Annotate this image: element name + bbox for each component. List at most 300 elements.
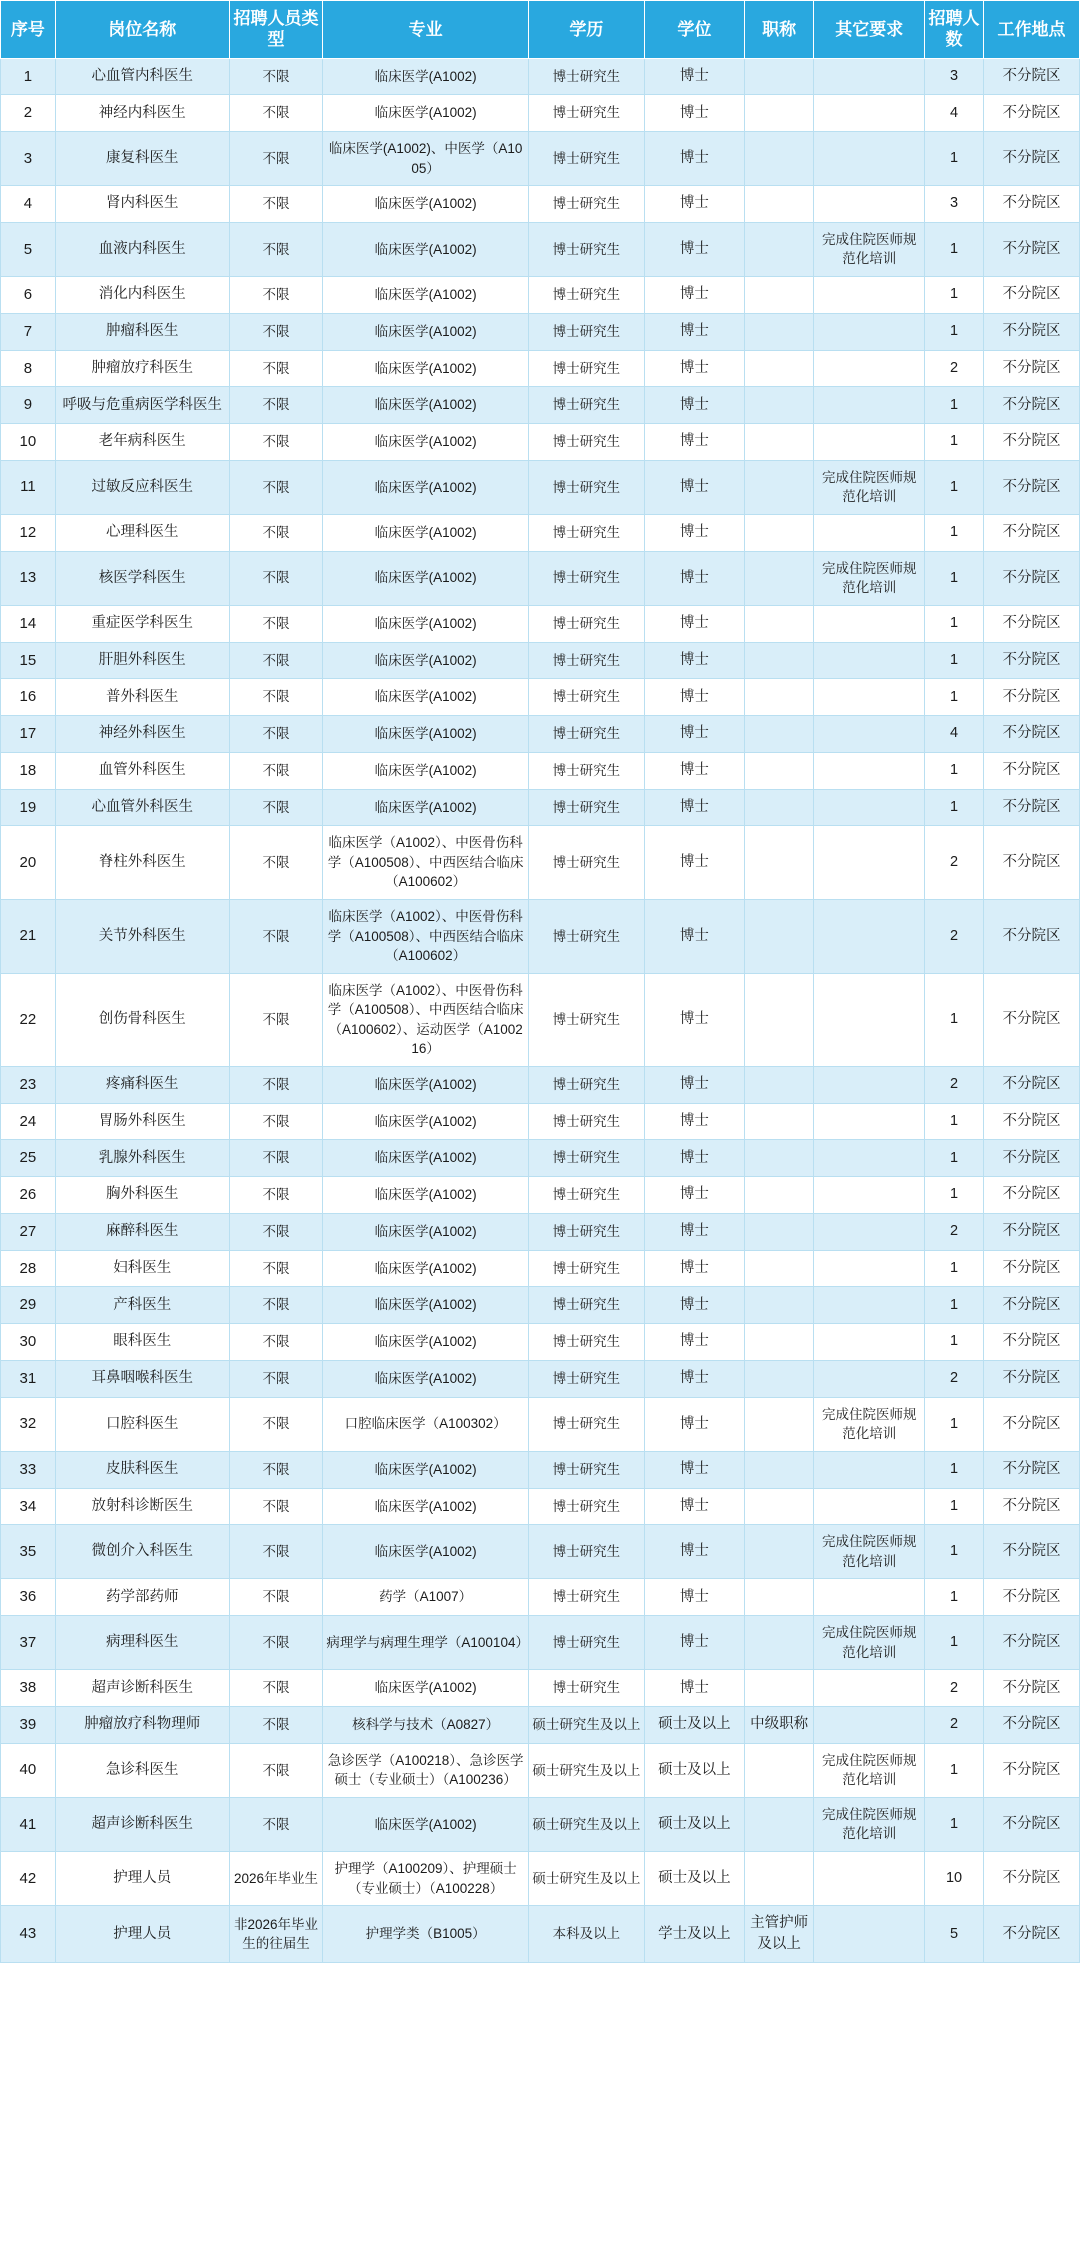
cell-position-name: 乳腺外科医生 — [55, 1140, 229, 1177]
table-row — [1, 679, 1080, 716]
cell-headcount: 4 — [925, 95, 984, 132]
cell-index: 15 — [1, 642, 56, 679]
cell-position-name: 过敏反应科医生 — [55, 460, 229, 514]
cell-headcount: 1 — [925, 1451, 984, 1488]
cell-education: 博士研究生 — [528, 605, 644, 642]
cell-education: 博士研究生 — [528, 1140, 644, 1177]
cell-staff-type: 不限 — [229, 826, 323, 900]
cell-major: 临床医学(A1002) — [323, 460, 528, 514]
cell-major: 核科学与技术（A0827） — [323, 1707, 528, 1744]
cell-degree: 学士及以上 — [644, 1906, 744, 1963]
cell-position-name: 消化内科医生 — [55, 277, 229, 314]
cell-degree: 博士 — [644, 95, 744, 132]
cell-other-requirements: 完成住院医师规范化培训 — [814, 460, 925, 514]
table-row — [1, 1707, 1080, 1744]
cell-education: 博士研究生 — [528, 716, 644, 753]
cell-education: 博士研究生 — [528, 1397, 644, 1451]
cell-work-location: 不分院区 — [984, 789, 1080, 826]
cell-work-location: 不分院区 — [984, 1488, 1080, 1525]
cell-education: 博士研究生 — [528, 826, 644, 900]
cell-education: 博士研究生 — [528, 789, 644, 826]
cell-headcount: 1 — [925, 1397, 984, 1451]
cell-staff-type: 不限 — [229, 605, 323, 642]
column-header-staff-type: 招聘人员类型 — [229, 1, 323, 59]
cell-headcount: 1 — [925, 789, 984, 826]
table-row — [1, 973, 1080, 1066]
cell-headcount: 1 — [925, 387, 984, 424]
cell-index: 23 — [1, 1066, 56, 1103]
cell-headcount: 1 — [925, 973, 984, 1066]
cell-education: 本科及以上 — [528, 1906, 644, 1963]
cell-major: 临床医学(A1002) — [323, 424, 528, 461]
cell-major: 临床医学(A1002) — [323, 679, 528, 716]
cell-other-requirements — [814, 642, 925, 679]
cell-education: 博士研究生 — [528, 679, 644, 716]
cell-work-location: 不分院区 — [984, 1616, 1080, 1670]
cell-position-name: 疼痛科医生 — [55, 1066, 229, 1103]
cell-position-name: 耳鼻咽喉科医生 — [55, 1360, 229, 1397]
cell-other-requirements — [814, 277, 925, 314]
cell-position-name: 血管外科医生 — [55, 752, 229, 789]
cell-position-name: 护理人员 — [55, 1906, 229, 1963]
table-header-row — [1, 1, 1080, 59]
cell-index: 41 — [1, 1797, 56, 1851]
cell-major: 临床医学(A1002) — [323, 1670, 528, 1707]
table-row — [1, 1579, 1080, 1616]
cell-headcount: 1 — [925, 642, 984, 679]
cell-index: 39 — [1, 1707, 56, 1744]
cell-education: 博士研究生 — [528, 277, 644, 314]
cell-position-name: 急诊科医生 — [55, 1743, 229, 1797]
cell-staff-type: 不限 — [229, 1250, 323, 1287]
cell-title — [744, 1451, 814, 1488]
cell-index: 31 — [1, 1360, 56, 1397]
cell-staff-type: 不限 — [229, 95, 323, 132]
cell-work-location: 不分院区 — [984, 132, 1080, 186]
cell-staff-type: 不限 — [229, 551, 323, 605]
cell-position-name: 护理人员 — [55, 1852, 229, 1906]
cell-education: 博士研究生 — [528, 752, 644, 789]
table-row — [1, 424, 1080, 461]
cell-major: 临床医学(A1002) — [323, 551, 528, 605]
cell-headcount: 1 — [925, 313, 984, 350]
cell-work-location: 不分院区 — [984, 58, 1080, 95]
cell-education: 博士研究生 — [528, 1324, 644, 1361]
cell-other-requirements — [814, 1707, 925, 1744]
cell-degree: 博士 — [644, 1579, 744, 1616]
cell-degree: 博士 — [644, 1397, 744, 1451]
cell-index: 36 — [1, 1579, 56, 1616]
cell-position-name: 超声诊断科医生 — [55, 1670, 229, 1707]
cell-major: 临床医学(A1002) — [323, 1287, 528, 1324]
cell-position-name: 肾内科医生 — [55, 186, 229, 223]
cell-other-requirements — [814, 1488, 925, 1525]
cell-title — [744, 1324, 814, 1361]
cell-title — [744, 716, 814, 753]
cell-degree: 博士 — [644, 387, 744, 424]
cell-major: 临床医学(A1002) — [323, 752, 528, 789]
cell-other-requirements — [814, 1579, 925, 1616]
cell-headcount: 2 — [925, 1213, 984, 1250]
cell-headcount: 5 — [925, 1906, 984, 1963]
cell-other-requirements — [814, 1140, 925, 1177]
cell-degree: 硕士及以上 — [644, 1852, 744, 1906]
column-header-major: 专业 — [323, 1, 528, 59]
cell-work-location: 不分院区 — [984, 1451, 1080, 1488]
cell-degree: 博士 — [644, 222, 744, 276]
cell-other-requirements — [814, 1177, 925, 1214]
table-row — [1, 752, 1080, 789]
table-row — [1, 605, 1080, 642]
cell-education: 博士研究生 — [528, 899, 644, 973]
cell-index: 21 — [1, 899, 56, 973]
table-row — [1, 642, 1080, 679]
cell-other-requirements — [814, 1103, 925, 1140]
cell-other-requirements — [814, 58, 925, 95]
cell-index: 3 — [1, 132, 56, 186]
cell-work-location: 不分院区 — [984, 1287, 1080, 1324]
cell-index: 13 — [1, 551, 56, 605]
cell-staff-type: 不限 — [229, 277, 323, 314]
cell-major: 临床医学(A1002) — [323, 95, 528, 132]
cell-title — [744, 789, 814, 826]
cell-position-name: 创伤骨科医生 — [55, 973, 229, 1066]
cell-other-requirements — [814, 826, 925, 900]
cell-work-location: 不分院区 — [984, 752, 1080, 789]
cell-degree: 博士 — [644, 973, 744, 1066]
cell-major: 临床医学(A1002) — [323, 1324, 528, 1361]
cell-position-name: 产科医生 — [55, 1287, 229, 1324]
cell-major: 临床医学(A1002) — [323, 1360, 528, 1397]
cell-education: 硕士研究生及以上 — [528, 1743, 644, 1797]
cell-position-name: 眼科医生 — [55, 1324, 229, 1361]
cell-degree: 博士 — [644, 1066, 744, 1103]
cell-major: 临床医学(A1002) — [323, 222, 528, 276]
cell-index: 14 — [1, 605, 56, 642]
cell-work-location: 不分院区 — [984, 716, 1080, 753]
table-body — [1, 58, 1080, 1963]
cell-title — [744, 1140, 814, 1177]
table-row — [1, 460, 1080, 514]
cell-headcount: 4 — [925, 716, 984, 753]
cell-title — [744, 826, 814, 900]
cell-education: 博士研究生 — [528, 350, 644, 387]
cell-index: 38 — [1, 1670, 56, 1707]
cell-staff-type: 不限 — [229, 1213, 323, 1250]
cell-staff-type: 不限 — [229, 1488, 323, 1525]
cell-major: 临床医学(A1002) — [323, 1066, 528, 1103]
cell-title — [744, 605, 814, 642]
cell-other-requirements: 完成住院医师规范化培训 — [814, 1397, 925, 1451]
cell-major: 临床医学(A1002) — [323, 313, 528, 350]
cell-staff-type: 不限 — [229, 1525, 323, 1579]
cell-index: 25 — [1, 1140, 56, 1177]
cell-work-location: 不分院区 — [984, 1324, 1080, 1361]
cell-work-location: 不分院区 — [984, 186, 1080, 223]
cell-staff-type: 不限 — [229, 973, 323, 1066]
cell-title — [744, 1852, 814, 1906]
cell-headcount: 2 — [925, 899, 984, 973]
cell-other-requirements — [814, 1324, 925, 1361]
cell-index: 4 — [1, 186, 56, 223]
cell-other-requirements: 完成住院医师规范化培训 — [814, 222, 925, 276]
cell-education: 博士研究生 — [528, 1488, 644, 1525]
cell-headcount: 1 — [925, 1103, 984, 1140]
cell-degree: 博士 — [644, 605, 744, 642]
table-row — [1, 1140, 1080, 1177]
table-row — [1, 1670, 1080, 1707]
cell-degree: 博士 — [644, 1670, 744, 1707]
cell-title — [744, 551, 814, 605]
column-header-title: 职称 — [744, 1, 814, 59]
cell-education: 博士研究生 — [528, 642, 644, 679]
cell-title — [744, 1743, 814, 1797]
cell-headcount: 1 — [925, 1743, 984, 1797]
cell-position-name: 脊柱外科医生 — [55, 826, 229, 900]
cell-degree: 博士 — [644, 1177, 744, 1214]
cell-other-requirements — [814, 514, 925, 551]
cell-staff-type: 不限 — [229, 789, 323, 826]
cell-other-requirements — [814, 1213, 925, 1250]
cell-work-location: 不分院区 — [984, 1140, 1080, 1177]
cell-index: 40 — [1, 1743, 56, 1797]
cell-headcount: 1 — [925, 277, 984, 314]
cell-degree: 博士 — [644, 1287, 744, 1324]
cell-headcount: 2 — [925, 1670, 984, 1707]
cell-title — [744, 752, 814, 789]
cell-position-name: 呼吸与危重病医学科医生 — [55, 387, 229, 424]
column-header-work-location: 工作地点 — [984, 1, 1080, 59]
cell-degree: 博士 — [644, 789, 744, 826]
cell-other-requirements — [814, 387, 925, 424]
cell-staff-type: 不限 — [229, 132, 323, 186]
cell-staff-type: 不限 — [229, 1324, 323, 1361]
cell-other-requirements — [814, 1852, 925, 1906]
cell-work-location: 不分院区 — [984, 1707, 1080, 1744]
cell-staff-type: 不限 — [229, 186, 323, 223]
cell-title — [744, 313, 814, 350]
cell-index: 22 — [1, 973, 56, 1066]
cell-position-name: 胃肠外科医生 — [55, 1103, 229, 1140]
table-row — [1, 899, 1080, 973]
cell-work-location: 不分院区 — [984, 277, 1080, 314]
cell-degree: 博士 — [644, 313, 744, 350]
cell-staff-type: 不限 — [229, 752, 323, 789]
cell-work-location: 不分院区 — [984, 1397, 1080, 1451]
cell-index: 33 — [1, 1451, 56, 1488]
column-header-position-name: 岗位名称 — [55, 1, 229, 59]
cell-work-location: 不分院区 — [984, 1852, 1080, 1906]
cell-work-location: 不分院区 — [984, 1360, 1080, 1397]
cell-index: 17 — [1, 716, 56, 753]
cell-headcount: 2 — [925, 826, 984, 900]
cell-major: 临床医学(A1002) — [323, 642, 528, 679]
table-row — [1, 1525, 1080, 1579]
cell-position-name: 肿瘤放疗科物理师 — [55, 1707, 229, 1744]
cell-work-location: 不分院区 — [984, 899, 1080, 973]
cell-other-requirements — [814, 186, 925, 223]
cell-index: 18 — [1, 752, 56, 789]
cell-major: 临床医学(A1002) — [323, 387, 528, 424]
cell-headcount: 1 — [925, 752, 984, 789]
cell-other-requirements: 完成住院医师规范化培训 — [814, 1525, 925, 1579]
cell-index: 27 — [1, 1213, 56, 1250]
cell-work-location: 不分院区 — [984, 1670, 1080, 1707]
cell-index: 29 — [1, 1287, 56, 1324]
cell-headcount: 1 — [925, 679, 984, 716]
cell-work-location: 不分院区 — [984, 387, 1080, 424]
cell-title — [744, 1488, 814, 1525]
column-header-other-requirements: 其它要求 — [814, 1, 925, 59]
cell-position-name: 放射科诊断医生 — [55, 1488, 229, 1525]
table-header — [1, 1, 1080, 59]
cell-work-location: 不分院区 — [984, 1250, 1080, 1287]
cell-education: 博士研究生 — [528, 1103, 644, 1140]
cell-staff-type: 不限 — [229, 1177, 323, 1214]
cell-staff-type: 不限 — [229, 899, 323, 973]
cell-other-requirements — [814, 752, 925, 789]
cell-index: 2 — [1, 95, 56, 132]
cell-degree: 博士 — [644, 277, 744, 314]
cell-work-location: 不分院区 — [984, 313, 1080, 350]
cell-other-requirements: 完成住院医师规范化培训 — [814, 1797, 925, 1851]
cell-staff-type: 不限 — [229, 1707, 323, 1744]
cell-other-requirements — [814, 350, 925, 387]
cell-other-requirements: 完成住院医师规范化培训 — [814, 551, 925, 605]
cell-education: 硕士研究生及以上 — [528, 1797, 644, 1851]
cell-position-name: 老年病科医生 — [55, 424, 229, 461]
cell-other-requirements — [814, 899, 925, 973]
cell-other-requirements — [814, 132, 925, 186]
cell-major: 临床医学(A1002) — [323, 1250, 528, 1287]
cell-degree: 博士 — [644, 514, 744, 551]
cell-education: 博士研究生 — [528, 1616, 644, 1670]
cell-major: 临床医学(A1002) — [323, 789, 528, 826]
cell-position-name: 心血管外科医生 — [55, 789, 229, 826]
cell-education: 硕士研究生及以上 — [528, 1852, 644, 1906]
cell-title — [744, 973, 814, 1066]
cell-work-location: 不分院区 — [984, 1579, 1080, 1616]
cell-major: 临床医学(A1002) — [323, 1451, 528, 1488]
table-row — [1, 1360, 1080, 1397]
table-row — [1, 387, 1080, 424]
cell-staff-type: 不限 — [229, 1451, 323, 1488]
cell-position-name: 麻醉科医生 — [55, 1213, 229, 1250]
cell-position-name: 神经外科医生 — [55, 716, 229, 753]
cell-title — [744, 1066, 814, 1103]
cell-position-name: 康复科医生 — [55, 132, 229, 186]
cell-staff-type: 不限 — [229, 460, 323, 514]
cell-degree: 博士 — [644, 899, 744, 973]
cell-title — [744, 1360, 814, 1397]
cell-headcount: 1 — [925, 1324, 984, 1361]
cell-index: 11 — [1, 460, 56, 514]
cell-staff-type: 不限 — [229, 1140, 323, 1177]
cell-index: 10 — [1, 424, 56, 461]
cell-other-requirements — [814, 973, 925, 1066]
cell-degree: 博士 — [644, 350, 744, 387]
cell-staff-type: 不限 — [229, 1743, 323, 1797]
cell-index: 43 — [1, 1906, 56, 1963]
cell-title — [744, 387, 814, 424]
cell-degree: 硕士及以上 — [644, 1797, 744, 1851]
table-row — [1, 1177, 1080, 1214]
cell-position-name: 心理科医生 — [55, 514, 229, 551]
cell-education: 博士研究生 — [528, 313, 644, 350]
cell-degree: 博士 — [644, 1140, 744, 1177]
cell-title — [744, 1103, 814, 1140]
cell-title — [744, 58, 814, 95]
cell-degree: 博士 — [644, 826, 744, 900]
table-row — [1, 1906, 1080, 1963]
cell-staff-type: 不限 — [229, 1287, 323, 1324]
cell-headcount: 1 — [925, 222, 984, 276]
cell-position-name: 心血管内科医生 — [55, 58, 229, 95]
cell-headcount: 1 — [925, 1287, 984, 1324]
table-row — [1, 1616, 1080, 1670]
cell-other-requirements — [814, 1906, 925, 1963]
cell-title: 中级职称 — [744, 1707, 814, 1744]
cell-work-location: 不分院区 — [984, 514, 1080, 551]
cell-major: 临床医学(A1002) — [323, 350, 528, 387]
cell-major: 临床医学(A1002) — [323, 716, 528, 753]
table-row — [1, 277, 1080, 314]
table-row — [1, 1397, 1080, 1451]
cell-degree: 博士 — [644, 642, 744, 679]
cell-index: 34 — [1, 1488, 56, 1525]
cell-title — [744, 350, 814, 387]
cell-index: 5 — [1, 222, 56, 276]
cell-title: 主管护师及以上 — [744, 1906, 814, 1963]
cell-index: 42 — [1, 1852, 56, 1906]
cell-title — [744, 679, 814, 716]
cell-position-name: 病理科医生 — [55, 1616, 229, 1670]
cell-degree: 博士 — [644, 186, 744, 223]
cell-major: 急诊医学（A100218）、急诊医学硕士（专业硕士）（A100236） — [323, 1743, 528, 1797]
cell-position-name: 肿瘤放疗科医生 — [55, 350, 229, 387]
column-header-degree: 学位 — [644, 1, 744, 59]
table-row — [1, 58, 1080, 95]
cell-headcount: 1 — [925, 605, 984, 642]
cell-headcount: 1 — [925, 1177, 984, 1214]
cell-title — [744, 186, 814, 223]
cell-work-location: 不分院区 — [984, 1213, 1080, 1250]
cell-other-requirements: 完成住院医师规范化培训 — [814, 1616, 925, 1670]
cell-work-location: 不分院区 — [984, 551, 1080, 605]
cell-work-location: 不分院区 — [984, 424, 1080, 461]
cell-index: 32 — [1, 1397, 56, 1451]
cell-headcount: 1 — [925, 1616, 984, 1670]
cell-degree: 博士 — [644, 1525, 744, 1579]
cell-headcount: 1 — [925, 460, 984, 514]
cell-work-location: 不分院区 — [984, 350, 1080, 387]
cell-position-name: 神经内科医生 — [55, 95, 229, 132]
cell-major: 临床医学(A1002) — [323, 1213, 528, 1250]
cell-degree: 博士 — [644, 1250, 744, 1287]
table-row — [1, 1451, 1080, 1488]
table-row — [1, 551, 1080, 605]
cell-education: 博士研究生 — [528, 514, 644, 551]
cell-education: 博士研究生 — [528, 1177, 644, 1214]
table-row — [1, 826, 1080, 900]
cell-position-name: 核医学科医生 — [55, 551, 229, 605]
cell-headcount: 2 — [925, 1360, 984, 1397]
cell-staff-type: 不限 — [229, 387, 323, 424]
cell-staff-type: 不限 — [229, 1360, 323, 1397]
cell-headcount: 1 — [925, 424, 984, 461]
cell-education: 博士研究生 — [528, 1670, 644, 1707]
cell-other-requirements — [814, 1451, 925, 1488]
